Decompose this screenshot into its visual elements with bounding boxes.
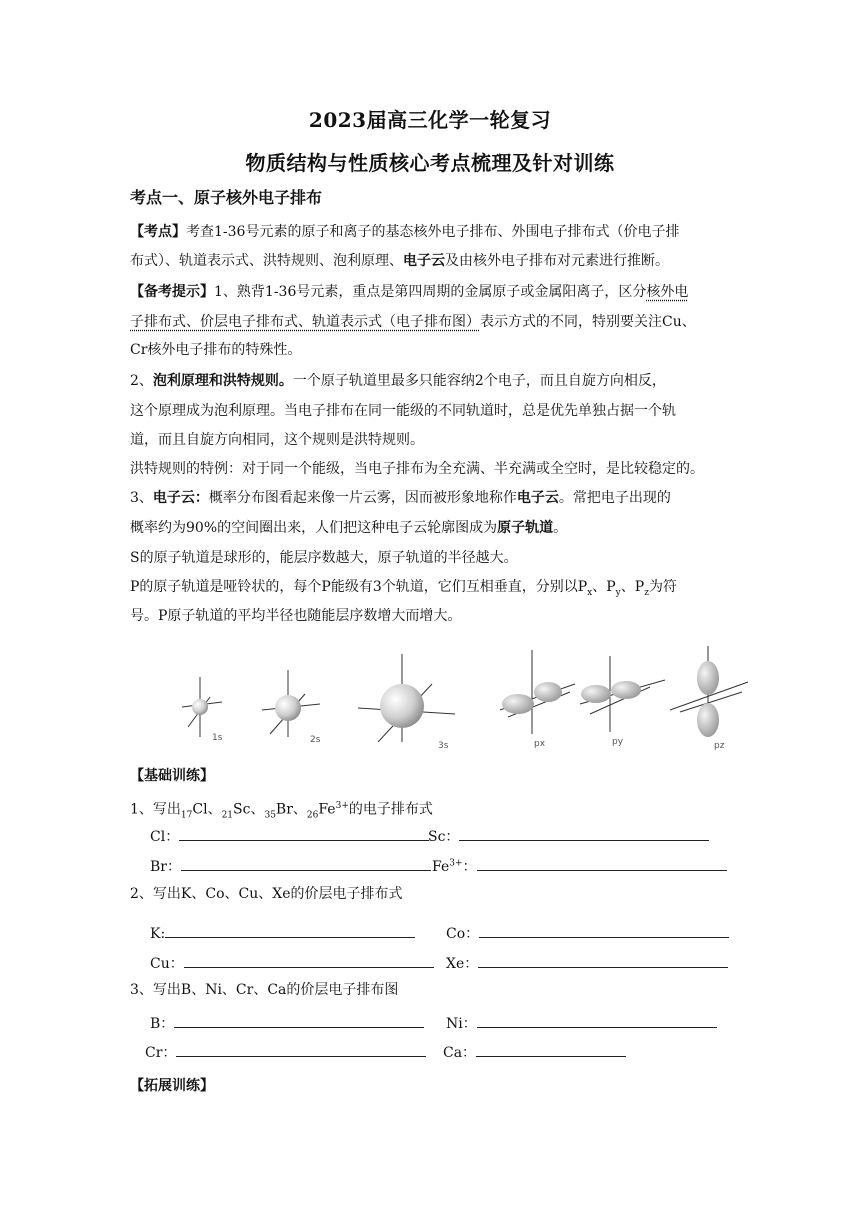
blank-co[interactable]: [446, 923, 729, 943]
orbital-2s: [262, 670, 320, 737]
blank-label: Cr：: [145, 1045, 177, 1061]
p2-bold: 泡利原理和洪特规则。: [152, 373, 293, 389]
element-symbol: Sc: [233, 801, 251, 818]
p-text: 为符: [648, 579, 677, 595]
charge: 3+: [449, 858, 463, 869]
kaodian-text: 考查1-36号元素的原子和离子的基态核外电子排布、外围电子排布式（价电子排: [186, 224, 680, 240]
element-symbol: Cl: [192, 801, 208, 818]
answer-line[interactable]: [181, 856, 431, 871]
answer-line[interactable]: [477, 1013, 717, 1028]
answer-line[interactable]: [179, 826, 429, 841]
beikao-line-1: [130, 282, 740, 302]
blank-cr[interactable]: [145, 1042, 426, 1062]
answer-line[interactable]: [165, 923, 415, 938]
label-3s: 3s: [438, 741, 449, 751]
beikao-emphasis: 子排布式、价层电子排布式、轨道表示式（电子排布图）: [130, 314, 480, 330]
orbital-figure: [170, 642, 760, 762]
p2-line-3: 道，而且自旋方向相同，这个规则是洪特规则。: [130, 432, 424, 448]
atomic-number: 26: [306, 810, 319, 821]
beikao-line-3: Cr核外电子排布的特殊性。: [130, 342, 302, 358]
blank-label: K:: [150, 926, 166, 942]
orbital-px: [500, 650, 575, 734]
element-symbol: Br: [275, 801, 293, 818]
kaodian-tag: 【考点】: [130, 224, 186, 240]
p-text: 、P: [620, 579, 645, 595]
answer-line[interactable]: [184, 953, 434, 968]
blank-label: Cu：: [150, 956, 184, 972]
separator: 、: [207, 801, 222, 818]
answer-line[interactable]: [477, 856, 727, 871]
atomic-number: 35: [264, 810, 276, 821]
beikao-text: 1、熟背1-36号元素，重点是第四周期的金属原子或金属阳离子，区分: [214, 284, 647, 300]
p2-text: 一个原子轨道里最多只能容纳2个电子，而且自旋方向相反，: [292, 373, 666, 389]
blank-label: Xe：: [446, 956, 479, 972]
answer-line[interactable]: [479, 923, 729, 938]
p3-line-2: [130, 518, 740, 538]
p-text: 、P: [592, 579, 616, 595]
label-2s: 2s: [310, 735, 321, 745]
p3-number: 3、: [130, 490, 153, 506]
section-heading: 考点一、原子核外电子排布: [130, 188, 323, 207]
kaodian-text: 布式）、轨道表示式、洪特规则、泡利原理、: [130, 253, 403, 269]
answer-line[interactable]: [174, 1013, 424, 1028]
atomic-number: 21: [221, 810, 234, 821]
blank-ni[interactable]: [446, 1013, 717, 1033]
blank-b[interactable]: [150, 1013, 424, 1033]
q1-prefix: 1、写出: [130, 801, 181, 818]
subscript: x: [587, 587, 593, 598]
blank-fe3[interactable]: [432, 856, 727, 876]
question-2: 2、写出K、Co、Cu、Xe的价层电子排布式: [130, 886, 403, 902]
p2-line-4: 洪特规则的特例：对于同一个能级，当电子排布为全充满、半充满或全空时，是比较稳定的。: [130, 461, 704, 477]
beikao-tag: 【备考提示】: [130, 284, 214, 300]
orbital-pz: [670, 646, 748, 737]
blank-label: Sc：: [428, 829, 460, 845]
kaodian-line-2: [130, 251, 740, 271]
p3-text: 。: [553, 520, 568, 536]
blank-label: B：: [150, 1016, 175, 1032]
question-3: 3、写出B、Ni、Cr、Ca的价层电子排布图: [130, 982, 399, 998]
blank-sc[interactable]: [428, 826, 709, 846]
p2-line-2: 这个原理成为泡利原理。当电子排布在同一能级的不同轨道时，总是优先单独占据一个轨: [130, 403, 676, 419]
extension-training-heading: 【拓展训练】: [130, 1078, 214, 1094]
basic-training-heading: 【基础训练】: [130, 768, 214, 784]
kaodian-bold: 电子云: [403, 253, 445, 269]
label-pz: pz: [714, 741, 725, 751]
beikao-emphasis: 核外电: [646, 284, 689, 300]
p3-text: 概率约为90%的空间圈出来，人们把这种电子云轮廓图成为: [130, 520, 498, 536]
orbital-py: [580, 656, 665, 732]
subscript: y: [615, 587, 621, 598]
label-px: px: [534, 739, 546, 749]
subscript: z: [644, 587, 649, 598]
document-subtitle: 物质结构与性质核心考点梳理及针对训练: [245, 151, 615, 175]
label-1s: 1s: [212, 733, 223, 743]
p3-bold: 电子云: [516, 490, 559, 506]
beikao-line-2: [130, 312, 740, 332]
blank-ca[interactable]: [443, 1042, 626, 1062]
blank-label: Fe: [432, 859, 450, 875]
blank-label: ：: [462, 859, 477, 875]
p-text: P的原子轨道是哑铃状的，每个P能级有3个轨道，它们互相垂直，分别以P: [130, 579, 588, 595]
orbital-3s: [358, 654, 455, 742]
blank-k[interactable]: [150, 923, 415, 942]
s-orbital-line: S的原子轨道是球形的，能层序数越大，原子轨道的半径越大。: [130, 550, 518, 566]
kaodian-text: 及由核外电子排布对元素进行推断。: [445, 253, 669, 269]
atomic-number: 17: [180, 810, 193, 821]
blank-xe[interactable]: [446, 953, 728, 973]
q1-suffix: 的电子排布式: [348, 801, 433, 818]
blank-br[interactable]: [150, 856, 431, 876]
p2-line-1: [130, 371, 740, 391]
charge: 3+: [335, 801, 349, 811]
answer-line[interactable]: [476, 1042, 626, 1057]
p3-bold: 电子云：: [152, 490, 209, 506]
answer-line[interactable]: [459, 826, 709, 841]
p-orbital-line-1: [130, 577, 740, 603]
blank-label: Co：: [446, 926, 480, 942]
orbital-1s: [182, 677, 222, 737]
p3-line-1: [130, 488, 740, 508]
separator: 、: [250, 801, 265, 818]
blank-label: Cl：: [150, 829, 180, 845]
separator: 、: [292, 801, 307, 818]
question-1: [130, 796, 740, 825]
blank-cu[interactable]: [150, 953, 434, 973]
blank-label: Ca：: [443, 1045, 477, 1061]
answer-line[interactable]: [176, 1042, 426, 1057]
p-orbital-line-2: 号。P原子轨道的平均半径也随能层序数增大而增大。: [130, 608, 462, 624]
blank-label: Br：: [150, 859, 181, 875]
p3-text: 概率分布图看起来像一片云雾，因而被形象地称作: [208, 490, 517, 506]
kaodian-line-1: [130, 222, 740, 242]
p3-text: 。常把电子出现的: [558, 490, 671, 506]
label-py: py: [612, 737, 624, 747]
beikao-text: 表示方式的不同，特别要关注Cu、: [480, 314, 696, 330]
blank-cl[interactable]: [150, 826, 429, 846]
p2-number: 2、: [130, 373, 153, 389]
answer-line[interactable]: [478, 953, 728, 968]
blank-label: Ni：: [446, 1016, 477, 1032]
element-symbol: Fe: [318, 801, 336, 818]
p3-bold: 原子轨道: [497, 520, 554, 536]
document-title: 2023届高三化学一轮复习: [308, 108, 552, 132]
